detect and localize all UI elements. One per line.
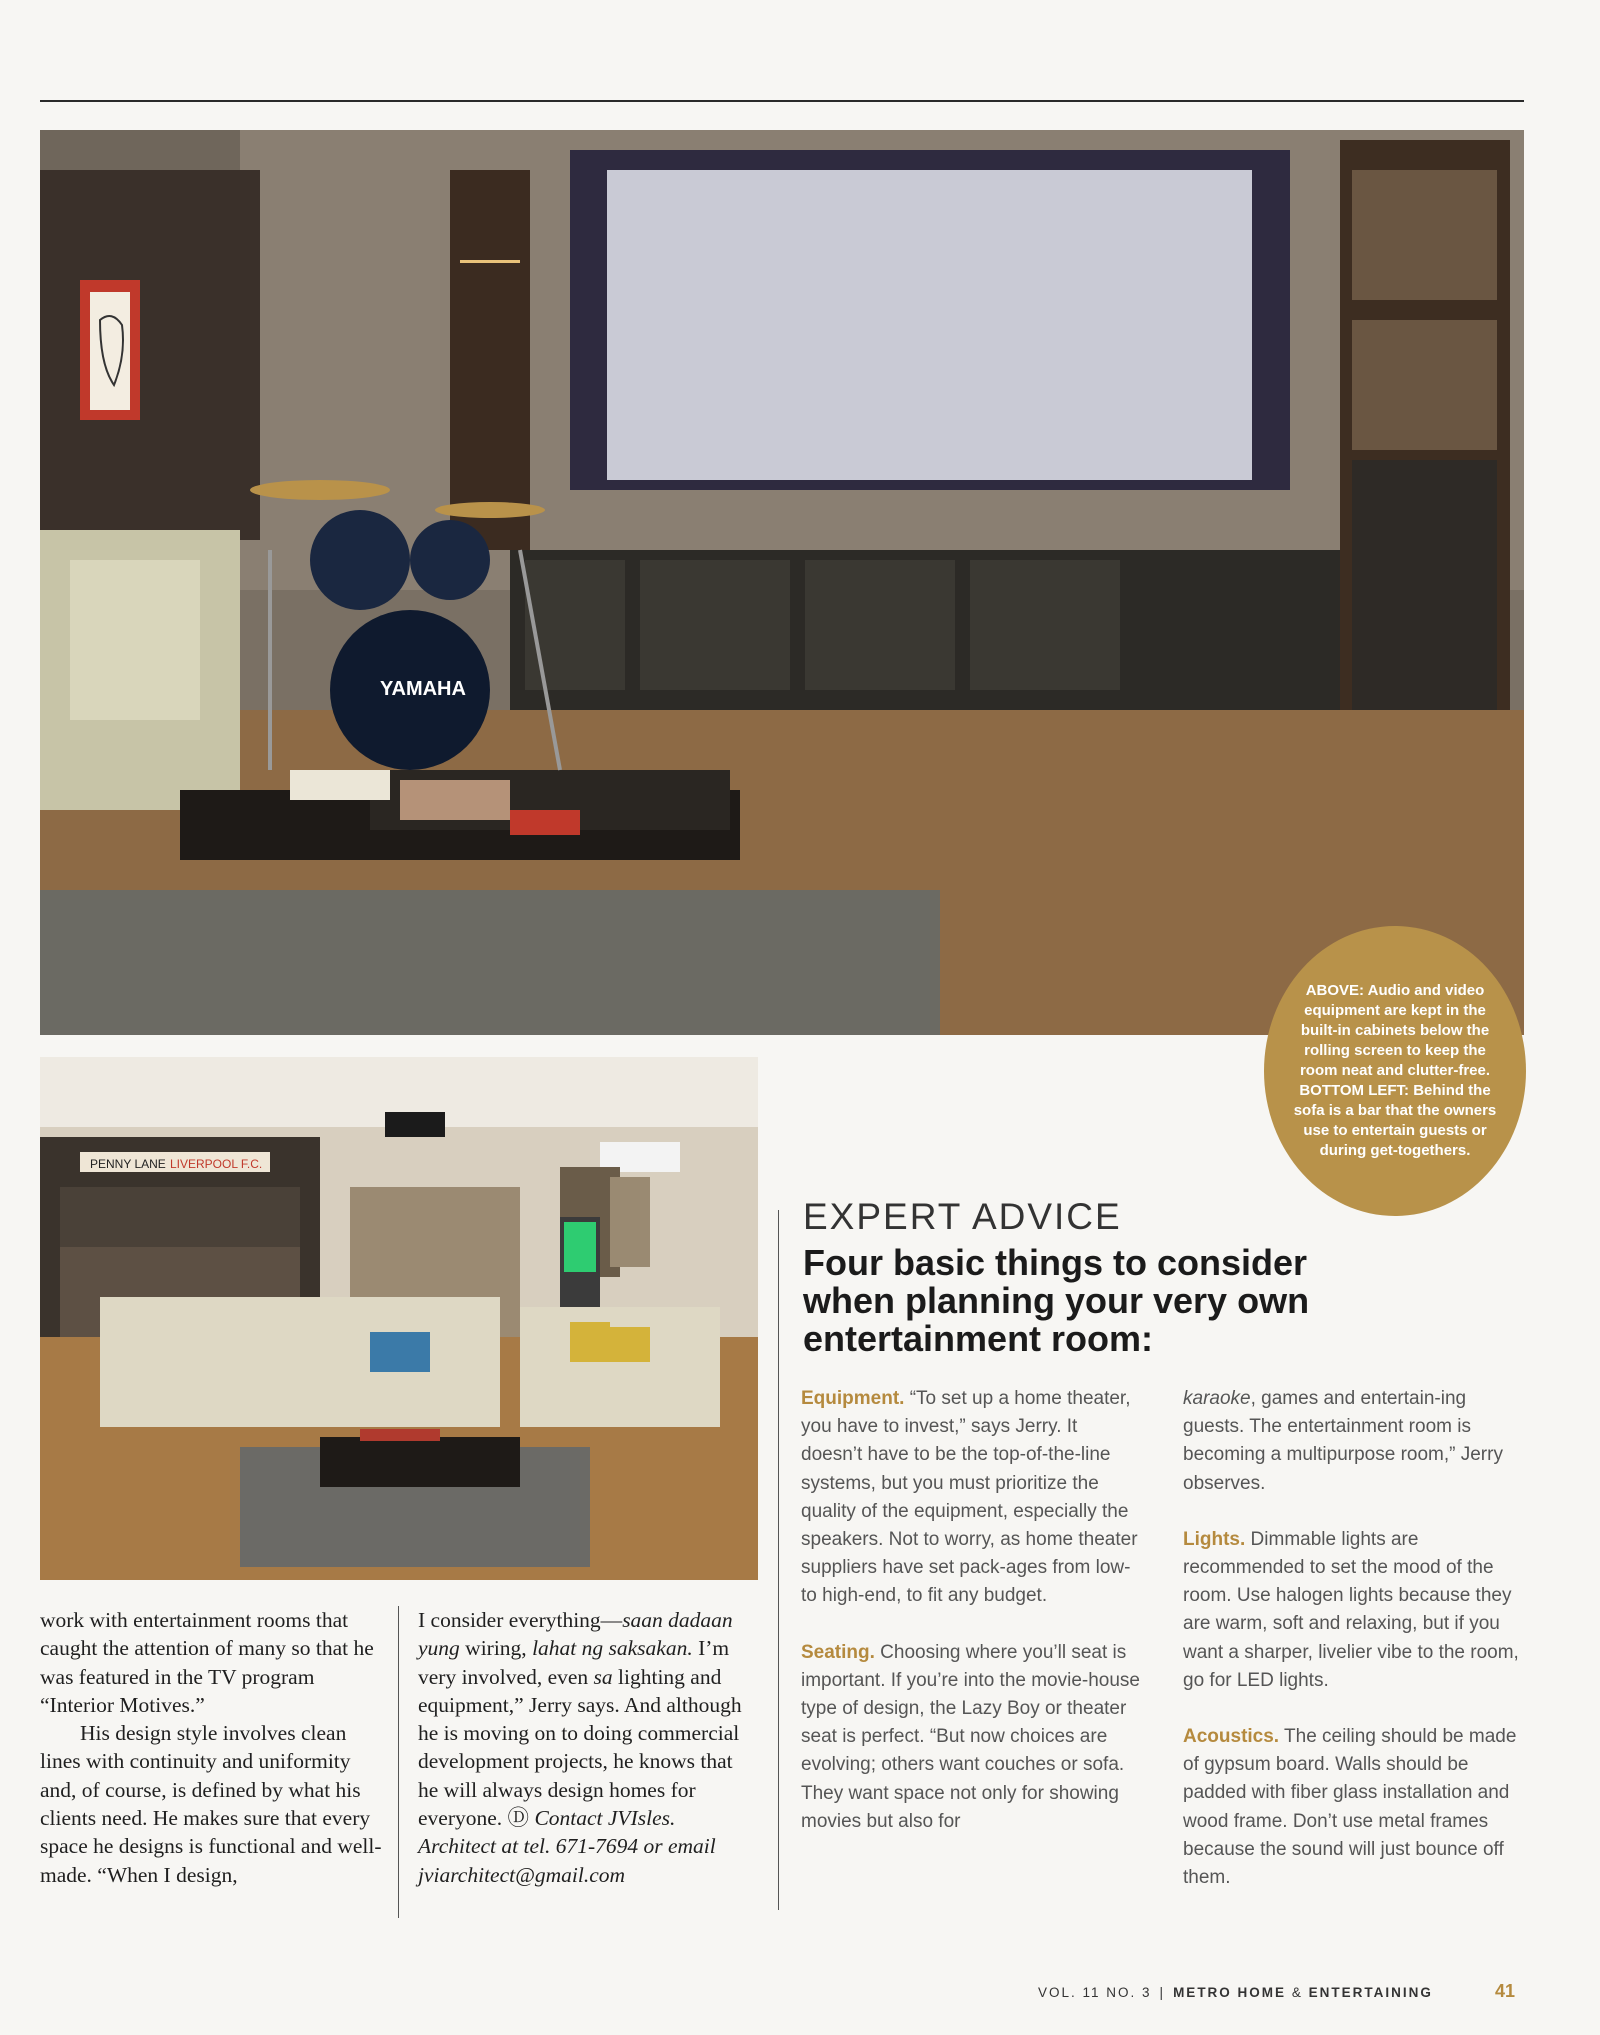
text-run-italic: sa (593, 1664, 613, 1689)
text-run: I’m very involved, even (418, 1636, 730, 1689)
advice-text: “To set up a home theater, you have to invest,” says Jerry. It doesn’t have to be the top-of-the-line systems, but you must prioritize the quality of the equipment, especially the speakers. Not to worry, as home theater suppliers have set pack-ages from low- to high-end, to fit any budget. (801, 1388, 1138, 1607)
advice-text: The ceiling should be made of gypsum board. Walls should be padded with fiber glass installation and wood frame. Don’t use metal frames because the sound will just bounce off them. (1183, 1726, 1517, 1889)
advice-lead: Lights. (1183, 1528, 1246, 1550)
text-run-italic: saan dadaan yung (418, 1608, 733, 1661)
body-paragraph (418, 1606, 758, 1889)
svg-text:LIVERPOOL F.C.: LIVERPOOL F.C. (170, 1157, 263, 1171)
svg-text:YAMAHA: YAMAHA (380, 678, 466, 700)
advice-divider (778, 1210, 779, 1910)
text-run: wiring, (459, 1636, 533, 1661)
penny-lane-sign (90, 1157, 166, 1171)
advice-equipment (801, 1385, 1141, 1611)
body-paragraph: His design style involves clean lines with continuity and uniformity and, of course, is defined by what his clients need. He makes sure that every space he designs is functional and well-made. “When I design, (40, 1721, 382, 1887)
bar-lounge-photo (40, 1057, 758, 1580)
advice-title: Four basic things to consider when planning your very own entertainment room: (803, 1242, 1310, 1359)
page-number: 41 (1495, 1981, 1516, 2001)
advice-lights (1183, 1526, 1523, 1695)
advice-seating (801, 1639, 1141, 1836)
advice-column-1 (801, 1385, 1141, 1864)
publication-name: METRO HOME (1173, 1985, 1287, 2000)
advice-text: , games and entertain-ing guests. The entertainment room is becoming a multipurpose room,” Jerry observes. (1183, 1388, 1503, 1494)
text-run-italic: lahat ng saksakan. (532, 1636, 693, 1661)
footer-amp: & (1286, 1985, 1309, 2000)
text-run: I consider everything— (418, 1608, 623, 1632)
advice-seating-cont (1183, 1385, 1523, 1498)
body-column-1 (40, 1606, 382, 1889)
advice-lead: Acoustics. (1183, 1726, 1280, 1748)
footer-separator: | (1159, 1985, 1166, 2000)
advice-text-italic: karaoke (1183, 1388, 1251, 1409)
text-run: lighting and equipment,” Jerry says. And although he is moving on to doing commercial development projects, he knows that he will always design homes for everyone. (418, 1664, 742, 1831)
svg-text:PENNY LANE: PENNY LANE (90, 1157, 166, 1171)
drum-brand (380, 678, 466, 700)
issue-number: VOL. 11 NO. 3 (1038, 1985, 1152, 2000)
advice-text: Dimmable lights are recommended to set the mood of the room. Use halogen lights because they are warm, soft and relaxing, but if you want a sharper, livelier vibe to the room, go for LED lights. (1183, 1528, 1519, 1691)
body-paragraph: work with entertainment rooms that caught the attention of many so that he was featured in the TV program “Interior Motives.” (40, 1608, 374, 1717)
contact-info: Contact JVIsles. Architect at tel. 671-7694 or email jviarchitect@gmail.com (418, 1806, 716, 1887)
column-divider (398, 1606, 399, 1918)
advice-lead: Seating. (801, 1641, 875, 1663)
caption-text: ABOVE: Audio and video equipment are kept in the built-in cabinets below the rolling screen to keep the room neat and clutter-free. BOTTOM LEFT: Behind the sofa is a bar that the owners use to entertain guests or during get-togethers. (1293, 982, 1497, 1159)
advice-lead: Equipment. (801, 1388, 905, 1409)
advice-acoustics (1183, 1723, 1523, 1892)
advice-kicker: EXPERT ADVICE (803, 1196, 1122, 1237)
page-footer (1038, 1985, 1433, 2000)
end-mark-icon: Ⓓ (507, 1806, 530, 1831)
publication-name-2: ENTERTAINING (1308, 1985, 1433, 2000)
top-rule (40, 100, 1524, 102)
advice-text: Choosing where you’ll seat is important. If you’re into the movie-house type of design, the Lazy Boy or theater seat is perfect. “But now choices are evolving; others want couches or sofa. They want space not only for showing movies but also for (801, 1641, 1141, 1832)
main-room-photo (40, 130, 1524, 1035)
liverpool-sign (170, 1157, 262, 1171)
photo-caption (1264, 926, 1526, 1216)
advice-column-2 (1183, 1385, 1523, 1920)
body-column-2 (418, 1606, 758, 1889)
